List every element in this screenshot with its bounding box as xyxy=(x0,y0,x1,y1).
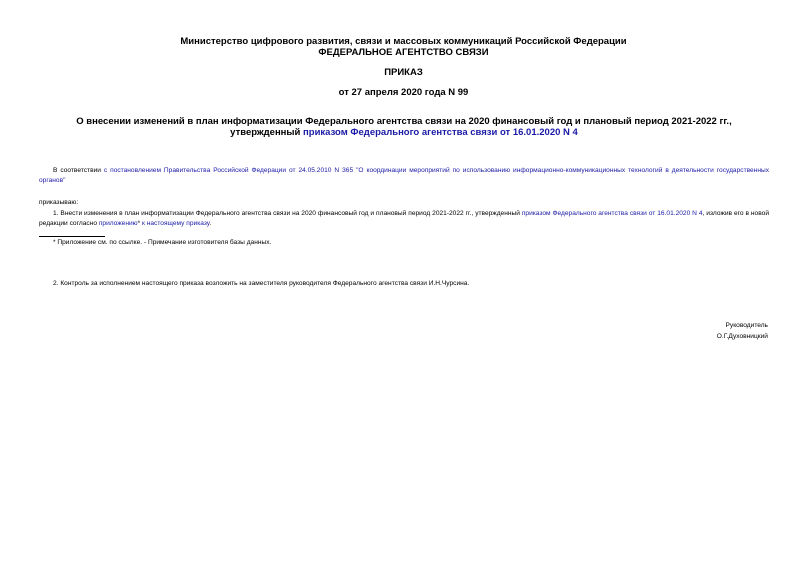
preamble-paragraph xyxy=(39,166,769,186)
footnote-text: * Приложение см. по ссылке. - Примечание изготовителя базы данных. xyxy=(53,239,272,246)
footnote-divider xyxy=(39,236,105,237)
order-item-1 xyxy=(39,209,769,229)
item1-end: . xyxy=(209,220,212,227)
agency-name: ФЕДЕРАЛЬНОЕ АГЕНТСТВО СВЯЗИ xyxy=(318,47,489,58)
document-type: ПРИКАЗ xyxy=(384,67,423,78)
appendix-link[interactable]: приложению xyxy=(98,220,138,227)
signature-name: О.Г.Духовницкий xyxy=(716,333,768,340)
order-item-2: 2. Контроль за исполнением настоящего приказа возложить на заместителя руководителя Федерального агентства связи И.Н.Чурсина. xyxy=(53,280,470,287)
document-title xyxy=(40,116,768,138)
item1-text-middle: , изложив его в новой редакции согласно xyxy=(39,210,770,227)
ministry-name: Министерство цифрового развития, связи и массовых коммуникаций Российской Федерации xyxy=(180,36,627,47)
title-order-link[interactable]: приказом Федерального агентства связи от 16.01.2020 N 4 xyxy=(303,127,578,138)
signature-position: Руководитель xyxy=(725,322,768,329)
item1-text-before: 1. Внести изменения в план информатизации Федерального агентства связи на 2020 финансовый год и плановый период 2021-2022 гг., утвержденный xyxy=(53,210,522,217)
item1-text-after: * xyxy=(137,220,143,227)
preamble-prefix: В соответствии xyxy=(53,167,104,174)
item1-order-link[interactable]: приказом Федерального агентства связи от 16.01.2020 N 4 xyxy=(521,210,703,217)
document-date-number: от 27 апреля 2020 года N 99 xyxy=(338,87,469,98)
government-decree-link[interactable]: с постановлением Правительства Российской Федерации от 24.05.2010 N 365 "О координации мероприятий по использованию информационно-коммуникационных технологий в деятельности государственных органов" xyxy=(39,167,769,184)
document-title-text: О внесении изменений в план информатизации Федерального агентства связи на 2020 финансовый год и плановый период 2021-2022 гг., утвержденный xyxy=(76,116,732,138)
this-order-link[interactable]: к настоящему приказу xyxy=(142,220,210,227)
orders-label: приказываю: xyxy=(39,199,79,206)
